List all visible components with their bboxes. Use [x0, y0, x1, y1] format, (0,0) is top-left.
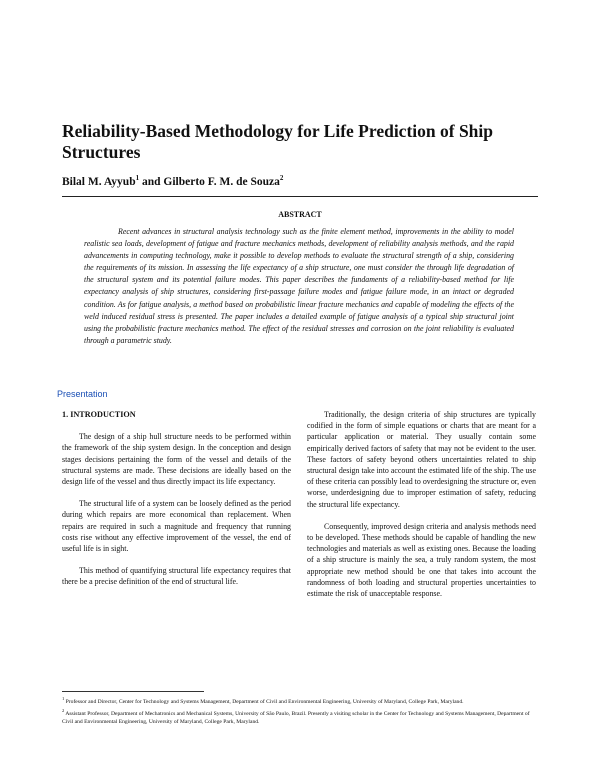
header-divider — [62, 196, 538, 197]
footnote-marker: 1 — [135, 174, 140, 182]
footnote-mark: 2 — [62, 707, 65, 713]
body-paragraph: This method of quantifying structural life expectancy requires that there be a precise definition of the end of structural life. — [62, 566, 291, 587]
author-connector: and — [139, 175, 164, 188]
footnote-marker: 2 — [279, 174, 284, 182]
author-line — [62, 174, 542, 188]
left-column — [62, 409, 291, 599]
footnote — [62, 695, 540, 706]
author-name: Gilberto F. M. de Souza — [163, 175, 280, 188]
paper-title: Reliability-Based Methodology for Life Prediction of Ship Structures — [62, 121, 494, 162]
presentation-link[interactable]: Presentation — [57, 389, 108, 399]
abstract-heading: ABSTRACT — [278, 210, 322, 219]
footnote-divider — [62, 691, 204, 692]
abstract-text: Recent advances in structural analysis technology such as the finite element method, improvements in the ability to model realistic sea loads, development of fatigue and fracture mechanics methods, development of reliability analysis methods, and the rapid advancements in computing technology, make it possible to develop methods to evaluate the structural strength of a ship, considering the requirements of its mission. In assessing the life expectancy of a ship structure, one must consider the through life degradation of the structural system and its potential failure modes. This paper describes the fundaments of a reliability-based method for life expectancy analysis of ship structures, considering first-passage failure modes and fatigue failure mode, in an intact or degraded condition. As for fatigue analysis, a method based on probabilistic linear fracture mechanics and capable of modeling the effects of the weld induced residual stress is presented. The paper includes a detailed example of fatigue analysis of a typical ship structural joint using the probabilistic fracture mechanics method. The effect of the residual stresses and corrosion on the joint reliability is evaluated through a parametric study. — [84, 227, 514, 345]
body-paragraph: Consequently, improved design criteria and analysis methods need to be developed. These methods should be capable of handling the new technologies and materials as well as existing ones. Because the loading of a ship structure is mainly the sea, a truly random system, the most appropriate new method should be one that takes into account the randomness of both loading and structural properties uncertainties to estimate the risk of unacceptable response. — [307, 521, 536, 599]
footnote-mark: 1 — [62, 696, 65, 701]
body-paragraph: Traditionally, the design criteria of ship structures are typically codified in the form of simple equations or charts that are meant for a particular application or material. They usually contain some empirically derived factors of safety that may not be evident to the user. These factors of safety beyond others uncertainties related to ship structural design take into account the estimated life of the ship. The use of these criteria can possibly lead to overdesigning the structure or, even worse, underdesigning due to improper estimation of safety, reducing the structural life expectancy. — [307, 410, 536, 509]
body-paragraph: The design of a ship hull structure needs to be performed within the framework of the ship system design. In the conception and design stages decisions pertaining the form of the vessel and details of the structural systems are made. These decisions are ideally based on the design life of the vessel and thus directly impact its life expectancy. — [62, 432, 291, 487]
right-column — [307, 409, 536, 610]
footnotes — [62, 695, 540, 727]
body-paragraph: The structural life of a system can be loosely defined as the period during which repairs are more economical than replacement. When repairs are required in such a magnitude and frequency that running costs rise without any effective improvement of the vessel, the end of useful life is in sight. — [62, 499, 291, 554]
section-heading: 1. INTRODUCTION — [62, 410, 136, 419]
footnote-text: Professor and Director, Center for Technology and Systems Management, Department of Civil and Environmental Engineering, University of Maryland, College Park, Maryland. — [64, 698, 464, 705]
footnote — [62, 707, 540, 726]
author-name: Bilal M. Ayyub — [62, 175, 136, 188]
footnote-text: Assistant Professor, Department of Mechatronics and Mechanical Systems, University of São Paulo, Brazil. Presently a visiting scholar in the Center for Technology and Systems Management, Department of Civil and Environmental Engineering, University of Maryland, College Park, Maryland. — [62, 710, 530, 725]
